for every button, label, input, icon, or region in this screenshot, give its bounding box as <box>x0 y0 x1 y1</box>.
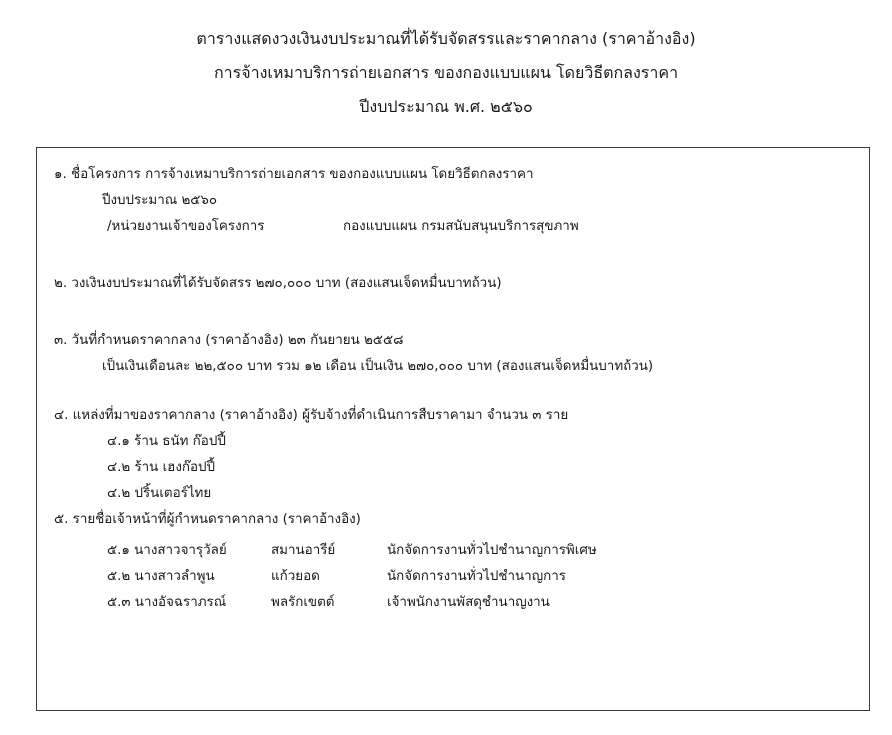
official-surname: สมานอารีย์ <box>271 543 336 558</box>
document-subtitle: การจ้างเหมาบริการถ่ายเอกสาร ของกองแบบแผน โดยวิธีตกลงราคา <box>213 63 679 82</box>
details-box <box>36 147 870 711</box>
official-name: ๕.๓ นางอัจฉราภรณ์ <box>107 595 227 610</box>
price-source-item: ๔.๒ ร้าน เฮงก๊อปปี้ <box>107 460 216 475</box>
official-name: ๕.๑ นางสาวจารุวัลย์ <box>107 543 227 558</box>
budget-line: ๒. วงเงินงบประมาณที่ได้รับจัดสรร ๒๗๐,๐๐๐ บาท (สองแสนเจ็ดหมื่นบาทถ้วน) <box>54 276 502 291</box>
official-row <box>107 538 827 564</box>
official-position: เจ้าพนักงานพัสดุชำนาญงาน <box>387 595 550 610</box>
project-owner-value: กองแบบแผน กรมสนับสนุนบริการสุขภาพ <box>343 219 579 234</box>
fiscal-year-heading: ปีงบประมาณ พ.ศ. ๒๕๖๐ <box>359 97 533 116</box>
official-position: นักจัดการงานทั่วไปชำนาญการพิเศษ <box>387 543 597 558</box>
official-surname: พลรักเขตต์ <box>271 595 335 610</box>
document-header <box>0 22 892 124</box>
project-owner-label: /หน่วยงานเจ้าของโครงการ <box>107 219 265 234</box>
project-name-line: ๑. ชื่อโครงการ การจ้างเหมาบริการถ่ายเอกสาร ของกองแบบแผน โดยวิธีตกลงราคา <box>54 167 534 182</box>
project-fiscal-year: ปีงบประมาณ ๒๕๖๐ <box>102 193 218 208</box>
document-title: ตารางแสดงวงเงินงบประมาณที่ได้รับจัดสรรและราคากลาง (ราคาอ้างอิง) <box>196 29 696 48</box>
price-source-heading: ๔. แหล่งที่มาของราคากลาง (ราคาอ้างอิง) ผู้รับจ้างที่ดำเนินการสืบราคามา จำนวน ๓ ราย <box>54 408 569 423</box>
monthly-cost-line: เป็นเงินเดือนละ ๒๒,๕๐๐ บาท รวม ๑๒ เดือน เป็นเงิน ๒๗๐,๐๐๐ บาท (สองแสนเจ็ดหมื่นบาทถ้วน) <box>102 359 654 374</box>
project-owner-line <box>107 214 807 240</box>
official-position: นักจัดการงานทั่วไปชำนาญการ <box>387 569 566 584</box>
price-source-item: ๔.๑ ร้าน ธนัท ก๊อปปี้ <box>107 434 226 449</box>
official-row <box>107 590 827 616</box>
median-price-date-line: ๓. วันที่กำหนดราคากลาง (ราคาอ้างอิง) ๒๓ กันยายน ๒๕๕๘ <box>54 333 404 348</box>
official-name: ๕.๒ นางสาวลำพูน <box>107 569 215 584</box>
officials-heading: ๕. รายชื่อเจ้าหน้าที่ผู้กำหนดราคากลาง (ราคาอ้างอิง) <box>54 512 361 527</box>
official-surname: แก้วยอด <box>271 569 320 584</box>
price-source-item: ๔.๒ ปริ้นเตอร์ไทย <box>107 486 212 501</box>
official-row <box>107 564 827 590</box>
